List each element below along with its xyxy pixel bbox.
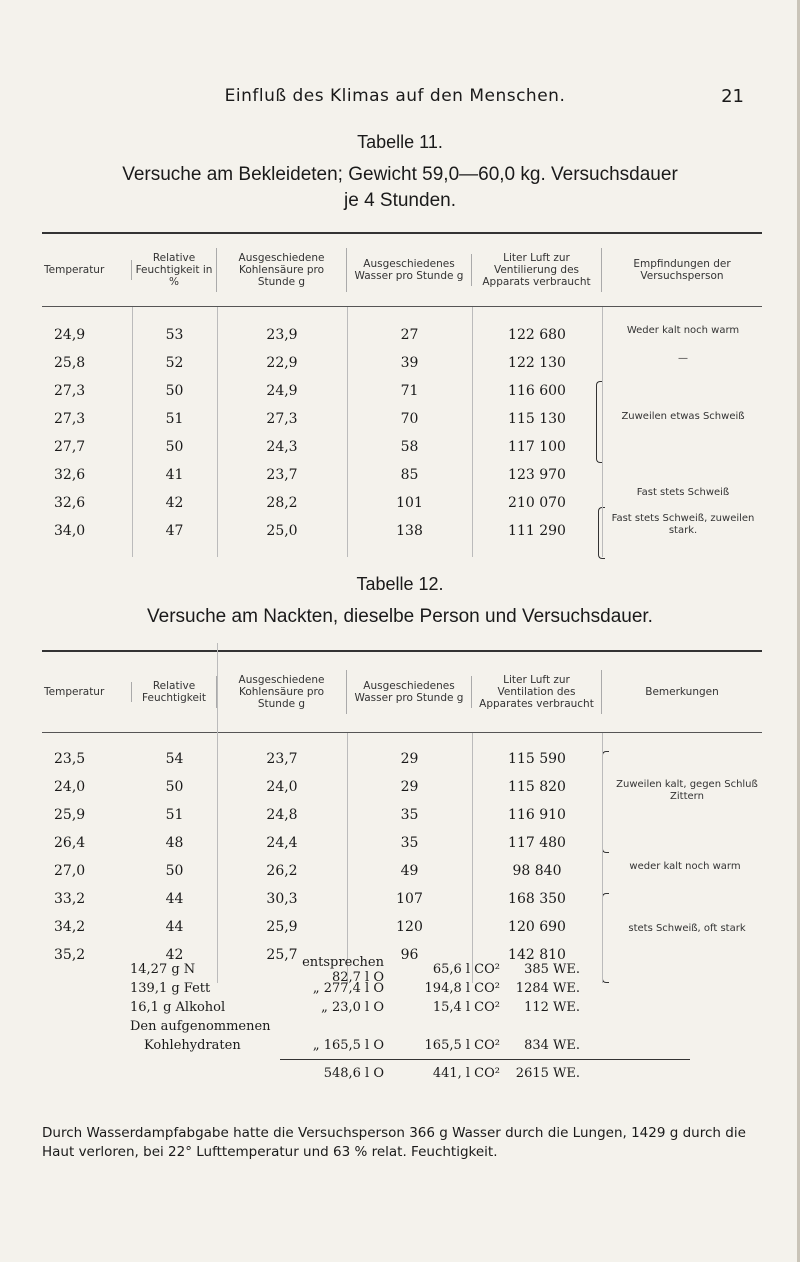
body-paragraph: Durch Wasserdampfabgabe hatte die Versuchsperson 366 g Wasser durch die Lungen, 1429 g durch die Haut verloren, bei 22° Lufttemperatur und 63 % relat. Feuchtigkeit. <box>42 1125 746 1160</box>
table-12-body <box>42 733 762 969</box>
cell: 168 350 <box>508 891 566 907</box>
calc-cell: 65,6 l CO² <box>432 962 500 977</box>
calc-cell: 139,1 g Fett <box>130 981 211 996</box>
cell: 26,4 <box>54 835 86 851</box>
cell: 52 <box>165 355 184 371</box>
table-row <box>42 377 762 405</box>
cell: 96 <box>400 947 419 963</box>
cell: 24,0 <box>54 779 86 795</box>
cell: 54 <box>165 751 184 767</box>
cell: 29 <box>400 751 419 767</box>
header-wasser: Ausgeschiedenes Wasser pro Stunde g <box>347 254 472 286</box>
header-temperatur: Temperatur <box>42 260 132 280</box>
column-rule <box>347 307 348 557</box>
calc-cell: „ 23,0 l O <box>321 1000 384 1015</box>
calc-cell: 16,1 g Alkohol <box>130 1000 226 1015</box>
cell: 123 970 <box>508 467 566 483</box>
page-header <box>0 86 800 110</box>
calc-cell: 1284 WE. <box>515 981 580 996</box>
cell: 210 070 <box>508 495 566 511</box>
header-kohlensaeure: Ausgeschiedene Kohlensäure pro Stunde g <box>217 670 347 714</box>
cell: 23,7 <box>266 751 298 767</box>
cell: 39 <box>400 355 419 371</box>
cell: 44 <box>165 919 184 935</box>
calc-cell: Den aufgenommenen <box>130 1019 271 1034</box>
cell: 25,9 <box>54 807 86 823</box>
cell: 53 <box>165 327 184 343</box>
remark-1: Zuweilen kalt, gegen Schluß Zittern <box>616 779 758 802</box>
cell: 27,3 <box>54 411 86 427</box>
running-title: Einfluß des Klimas auf den Menschen. <box>224 86 566 106</box>
table-11-header <box>42 234 762 307</box>
cell: 117 100 <box>508 439 566 455</box>
cell: 27,3 <box>54 383 86 399</box>
cell: 47 <box>165 523 184 539</box>
cell: 23,7 <box>266 467 298 483</box>
cell: 70 <box>400 411 419 427</box>
cell: 32,6 <box>54 467 86 483</box>
table-row <box>42 829 762 857</box>
cell: 27,0 <box>54 863 86 879</box>
table-11-caption-2: je 4 Stunden. <box>344 190 456 211</box>
table-12-caption: Versuche am Nackten, dieselbe Person und Versuchsdauer. <box>147 606 653 627</box>
cell: 50 <box>165 779 184 795</box>
column-rule <box>472 733 473 983</box>
column-rule <box>132 307 133 557</box>
calc-cell: 548,6 l O <box>323 1066 384 1081</box>
calc-cell: 2615 WE. <box>515 1066 580 1081</box>
cell: 71 <box>400 383 419 399</box>
cell: 24,9 <box>54 327 86 343</box>
calc-cell: 165,5 l CO² <box>424 1038 500 1053</box>
cell: 98 840 <box>512 863 562 879</box>
cell: 24,8 <box>266 807 298 823</box>
cell: 50 <box>165 863 184 879</box>
calc-cell: „ 165,5 l O <box>312 1038 384 1053</box>
calc-row <box>130 979 690 998</box>
cell: 58 <box>400 439 419 455</box>
cell: 115 590 <box>508 751 566 767</box>
header-luft: Liter Luft zur Ventilierung des Apparats verbraucht <box>472 248 602 292</box>
cell: 28,2 <box>266 495 298 511</box>
column-rule <box>347 733 348 983</box>
cell: 33,2 <box>54 891 86 907</box>
cell: 34,0 <box>54 523 86 539</box>
header-temperatur: Temperatur <box>42 682 132 702</box>
brace <box>602 751 609 853</box>
cell: 120 690 <box>508 919 566 935</box>
calc-row <box>130 1017 690 1036</box>
cell: 27 <box>400 327 419 343</box>
cell: 116 910 <box>508 807 566 823</box>
column-rule <box>217 643 218 983</box>
cell: 26,2 <box>266 863 298 879</box>
cell: 35 <box>400 807 419 823</box>
calc-row <box>130 1036 690 1055</box>
column-rule <box>217 307 218 557</box>
remark-3: Zuweilen etwas Schweiß <box>621 411 745 422</box>
table-12 <box>42 650 762 969</box>
header-kohlensaeure: Ausgeschiedene Kohlensäure pro Stunde g <box>217 248 347 292</box>
table-12-header <box>42 652 762 733</box>
remark-1: Weder kalt noch warm <box>626 325 740 336</box>
header-feuchtigkeit: Relative Feuchtigkeit in % <box>132 248 217 292</box>
cell: 48 <box>165 835 184 851</box>
cell: 49 <box>400 863 419 879</box>
cell: 23,9 <box>266 327 298 343</box>
cell: 51 <box>165 807 184 823</box>
cell: 116 600 <box>508 383 566 399</box>
cell: 51 <box>165 411 184 427</box>
column-rule <box>472 307 473 557</box>
cell: 32,6 <box>54 495 86 511</box>
remark-4: Fast stets Schweiß <box>636 487 730 498</box>
cell: 85 <box>400 467 419 483</box>
cell: 35 <box>400 835 419 851</box>
table-11-title: Tabelle 11. <box>357 132 443 152</box>
cell: 115 130 <box>508 411 566 427</box>
cell: 29 <box>400 779 419 795</box>
cell: 122 130 <box>508 355 566 371</box>
calc-cell: 14,27 g N <box>130 962 196 977</box>
cell: 25,7 <box>266 947 298 963</box>
cell: 115 820 <box>508 779 566 795</box>
cell: 42 <box>165 495 184 511</box>
cell: 120 <box>396 919 423 935</box>
calc-cell: „ 277,4 l O <box>312 981 384 996</box>
calc-cell: Kohlehydraten <box>144 1038 241 1053</box>
cell: 27,7 <box>54 439 86 455</box>
remark-2: — <box>678 353 688 364</box>
cell: 107 <box>396 891 423 907</box>
cell: 35,2 <box>54 947 86 963</box>
table-12-title: Tabelle 12. <box>356 574 444 594</box>
cell: 122 680 <box>508 327 566 343</box>
remark-5: Fast stets Schweiß, zuweilen stark. <box>611 513 755 536</box>
header-bemerkungen: Bemerkungen <box>645 686 719 698</box>
cell: 101 <box>396 495 423 511</box>
header-empfindungen: Empfindungen der Versuchsperson <box>633 258 731 282</box>
table-11-body <box>42 307 762 545</box>
cell: 34,2 <box>54 919 86 935</box>
cell: 44 <box>165 891 184 907</box>
remark-3: stets Schweiß, oft stark <box>628 923 746 934</box>
cell: 25,8 <box>54 355 86 371</box>
cell: 30,3 <box>266 891 298 907</box>
cell: 41 <box>165 467 184 483</box>
cell: 111 290 <box>508 523 566 539</box>
calc-row <box>130 998 690 1017</box>
cell: 24,4 <box>266 835 298 851</box>
cell: 24,9 <box>266 383 298 399</box>
calc-cell: 112 WE. <box>524 1000 580 1015</box>
cell: 22,9 <box>266 355 298 371</box>
page-number: 21 <box>721 86 744 107</box>
column-rule <box>602 307 603 557</box>
calc-cell: 834 WE. <box>524 1038 580 1053</box>
cell: 24,0 <box>266 779 298 795</box>
header-wasser: Ausgeschiedenes Wasser pro Stunde g <box>347 676 472 708</box>
cell: 25,0 <box>266 523 298 539</box>
table-11-caption-1: Versuche am Bekleideten; Gewicht 59,0—60,0 kg. Versuchsdauer <box>122 164 678 185</box>
table-11 <box>42 232 762 545</box>
calc-cell: 194,8 l CO² <box>424 981 500 996</box>
cell: 142 810 <box>508 947 566 963</box>
table-row <box>42 745 762 773</box>
header-feuchtigkeit: Relative Feuchtigkeit <box>132 676 217 708</box>
column-rule <box>602 733 603 983</box>
remark-2: weder kalt noch warm <box>629 861 741 872</box>
calc-sum-row <box>130 1064 690 1083</box>
cell: 50 <box>165 383 184 399</box>
cell: 23,5 <box>54 751 86 767</box>
cell: 25,9 <box>266 919 298 935</box>
table-row <box>42 461 762 489</box>
calc-cell: 385 WE. <box>524 962 580 977</box>
cell: 117 480 <box>508 835 566 851</box>
cell: 42 <box>165 947 184 963</box>
header-luft: Liter Luft zur Ventilation des Apparates verbraucht <box>472 670 602 714</box>
calc-cell: 441, l CO² <box>432 1066 500 1081</box>
cell: 50 <box>165 439 184 455</box>
calc-cell: 15,4 l CO² <box>432 1000 500 1015</box>
calc-cell: entsprechen 82,7 l O <box>302 954 384 985</box>
cell: 138 <box>396 523 423 539</box>
table-row <box>42 801 762 829</box>
sum-rule <box>280 1059 690 1060</box>
cell: 27,3 <box>266 411 298 427</box>
table-row <box>42 433 762 461</box>
table-row <box>42 885 762 913</box>
cell: 24,3 <box>266 439 298 455</box>
